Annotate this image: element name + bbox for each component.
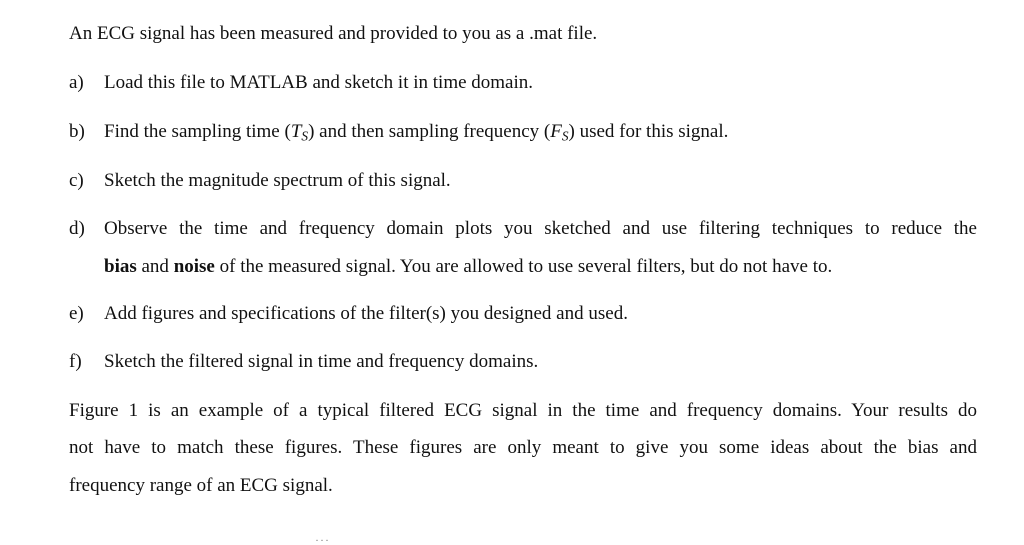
item-d-and: and (136, 256, 174, 277)
item-d-line1: Observe the time and frequency domain plots you sketched and use filtering techniques to reduce the (104, 218, 977, 239)
item-b-letter: b) (69, 121, 85, 142)
item-a-text: Load this file to MATLAB and sketch it in time domain. (104, 72, 534, 93)
intro-text: An ECG signal has been measured and provided to you as a .mat file. (69, 23, 598, 44)
figure-paragraph-line3: frequency range of an ECG signal. (69, 475, 333, 496)
bias-bold: bias (104, 256, 137, 277)
item-b-text (104, 121, 729, 144)
fs-sub: S (561, 128, 569, 144)
ts-sub: S (301, 128, 309, 144)
item-c-letter: c) (69, 170, 84, 191)
item-d-line2 (104, 257, 832, 276)
figure-paragraph-line1: Figure 1 is an example of a typical filtered ECG signal in the time and frequency domains. Your results do (69, 400, 977, 421)
ts-var: T (290, 121, 302, 142)
cropped-content-indicator (315, 538, 329, 541)
fs-symbol (550, 121, 568, 142)
item-f-text: Sketch the filtered signal in time and frequency domains. (104, 351, 539, 372)
item-e-text: Add figures and specifications of the filter(s) you designed and used. (104, 303, 628, 324)
item-b-mid: ) and then sampling frequency ( (308, 121, 551, 142)
item-b-pre: Find the sampling time ( (104, 121, 291, 142)
item-a-letter: a) (69, 72, 84, 93)
item-e-letter: e) (69, 303, 84, 324)
figure-paragraph-line2: not have to match these figures. These figures are only meant to give you some ideas about the bias and (69, 437, 977, 458)
fs-var: F (550, 121, 562, 142)
noise-bold: noise (173, 256, 215, 277)
item-d-rest: of the measured signal. You are allowed to use several filters, but do not have to. (214, 256, 833, 277)
item-f-letter: f) (69, 351, 82, 372)
item-d-letter: d) (69, 218, 85, 239)
ellipsis-mark (315, 539, 329, 541)
item-b-post: ) used for this signal. (568, 121, 729, 142)
item-c-text: Sketch the magnitude spectrum of this signal. (104, 170, 451, 191)
ts-symbol (291, 121, 308, 142)
